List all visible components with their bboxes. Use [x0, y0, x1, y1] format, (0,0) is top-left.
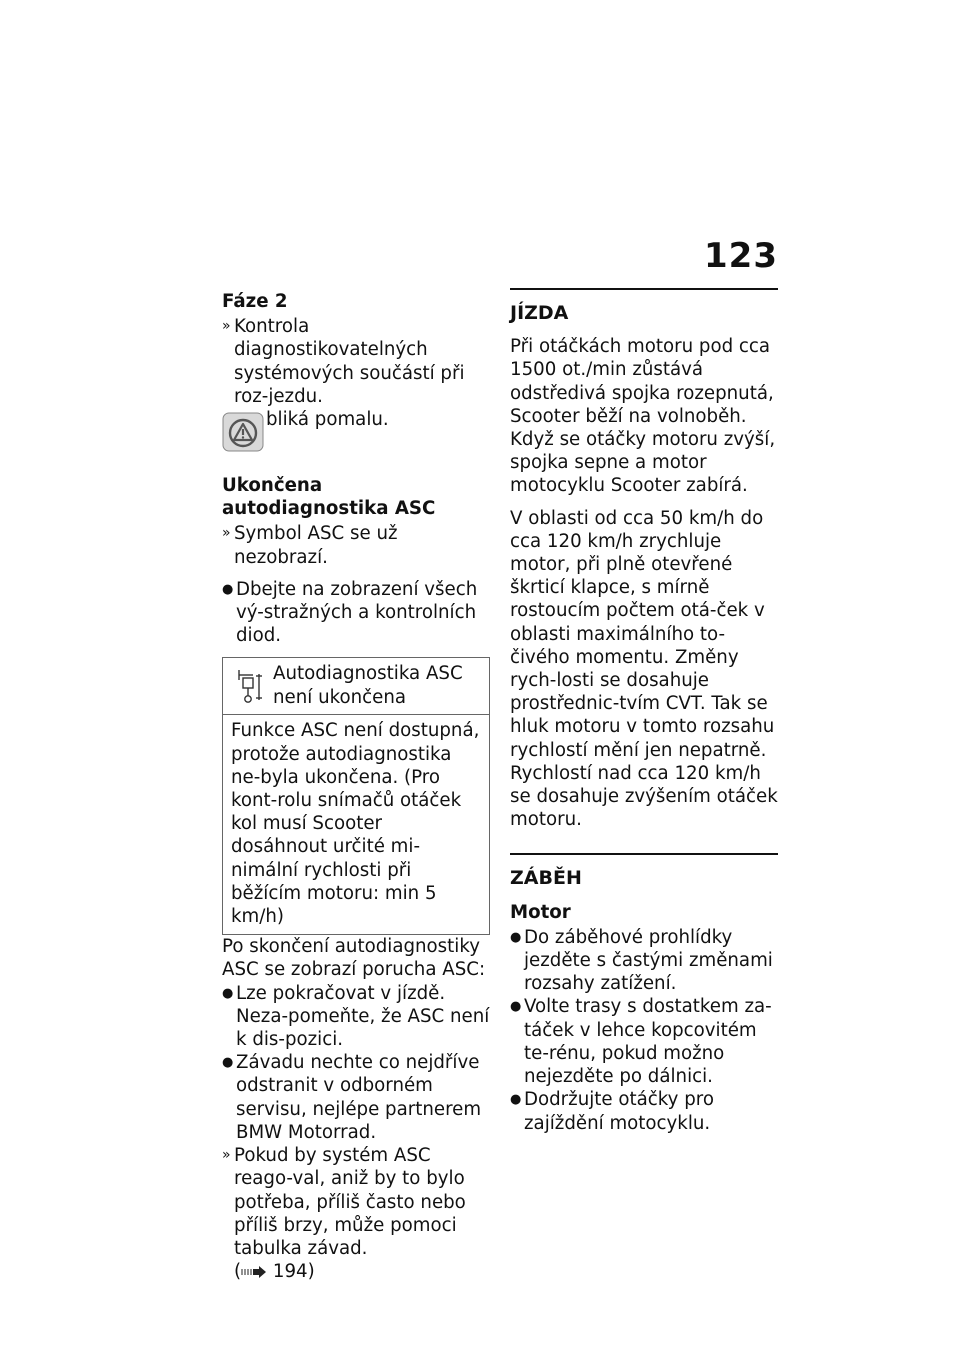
motor-heading: Motor: [510, 901, 571, 923]
running-in-bullet-2: [510, 995, 778, 1088]
step-marker: »: [222, 525, 231, 542]
phase2-heading: Fáze 2: [222, 291, 288, 312]
running-in-bullet-1: [510, 926, 778, 996]
notice-header: [223, 658, 489, 715]
page-ref-arrow-icon: [241, 1266, 267, 1278]
bullet-marker: ●: [510, 929, 522, 945]
fault-table-step: [222, 1144, 492, 1283]
continue-bullet: [222, 982, 492, 1052]
riding-paragraph-3: Rychlostí nad cca 120 km/h se dosahuje zvýšením otáček motoru.: [510, 762, 778, 831]
completed-heading: Ukončena autodiagnostika ASC: [222, 475, 436, 520]
left-column: [222, 288, 492, 1283]
right-column: [510, 288, 778, 1135]
step-marker: »: [222, 318, 231, 335]
section-heading-running-in: ZÁBĚH: [510, 853, 778, 890]
bullet-marker: ●: [222, 1055, 234, 1071]
general-warning-icon: [222, 412, 264, 452]
running-in-bullet-3: [510, 1088, 778, 1134]
riding-paragraph-2: V oblasti od cca 50 km/h do cca 120 km/h zrychluje motor, při plně otevřené škrticí klapce, s mírně rostoucím počtem otá-ček v oblasti maximálního to-čivého momentu. Změny rych-losti se dosahuje prostřednic-tvím CVT. Tak se hluk motoru v tomto rozsahu rychlostí mění jen nepatrně.: [510, 507, 775, 761]
bullet-marker: ●: [510, 999, 522, 1015]
section-heading-riding: JÍZDA: [510, 288, 778, 325]
running-in-bullet-2-text: Volte trasy s dostatkem za-táček v lehce kopcovitém te-rénu, pokud možno nejezděte po dálnici.: [524, 996, 772, 1088]
repair-bullet: [222, 1051, 492, 1144]
phase2-step-text: Kontrola diagnostikovatelných systémových součástí při roz-jezdu.: [234, 316, 465, 407]
completed-step-text: Symbol ASC se už nezobrazí.: [234, 523, 398, 568]
bullet-marker: ●: [222, 581, 234, 597]
running-in-bullet-1-text: Do záběhové prohlídky jezděte s častými změnami rozsahy zatížení.: [524, 926, 773, 995]
notice-box: [222, 657, 490, 935]
notice-body: Funkce ASC není dostupná, protože autodiagnostika ne-byla ukončena. (Pro kont-rolu snímačů otáček kol musí Scooter dosáhnout určité mi-nimální rychlosti při běžícím motoru: min 5 km/h): [231, 720, 480, 928]
fault-table-step-text: Pokud by systém ASC reago-val, aniž by to bylo potřeba, příliš často nebo příliš brzy, může pomoci tabulka závad.: [234, 1145, 466, 1259]
repair-bullet-text: Závadu nechte co nejdříve odstranit v odborném servisu, nejlépe partnerem BMW Motorrad.: [236, 1052, 482, 1143]
page-ref-number: 194: [272, 1261, 308, 1283]
continue-bullet-text: Lze pokračovat v jízdě. Neza-pomeňte, že ASC není k dis-pozici.: [236, 982, 490, 1051]
bullet-marker: ●: [222, 985, 234, 1001]
completed-bullet-text: Dbejte na zobrazení všech vý-stražných a kontrolních diod.: [236, 578, 478, 647]
phase2-indicator: [222, 408, 492, 452]
completed-bullet: [222, 578, 492, 648]
step-marker: »: [222, 1147, 231, 1164]
phase2-step: [222, 315, 492, 408]
phase2-blink-text: bliká pomalu.: [266, 409, 389, 431]
bullet-marker: ●: [510, 1092, 522, 1108]
engine-check-icon: [237, 668, 263, 704]
page-reference[interactable]: ( 194): [234, 1261, 315, 1283]
notice-title: Autodiagnostika ASC není ukončena: [273, 663, 463, 708]
after-diagnostics-paragraph: Po skončení autodiagnostiky ASC se zobrazí porucha ASC:: [222, 936, 486, 981]
page-number: 123: [704, 236, 778, 276]
running-in-bullet-3-text: Dodržujte otáčky pro zajíždění motocyklu.: [524, 1089, 714, 1134]
riding-paragraph-1: Při otáčkách motoru pod cca 1500 ot./min zůstává odstředivá spojka rozepnutá, Scooter běží na volnoběh. Když se otáčky motoru zvýší, spojka sepne a motor motocyklu Scooter zabírá.: [510, 336, 776, 497]
completed-step: [222, 522, 492, 568]
